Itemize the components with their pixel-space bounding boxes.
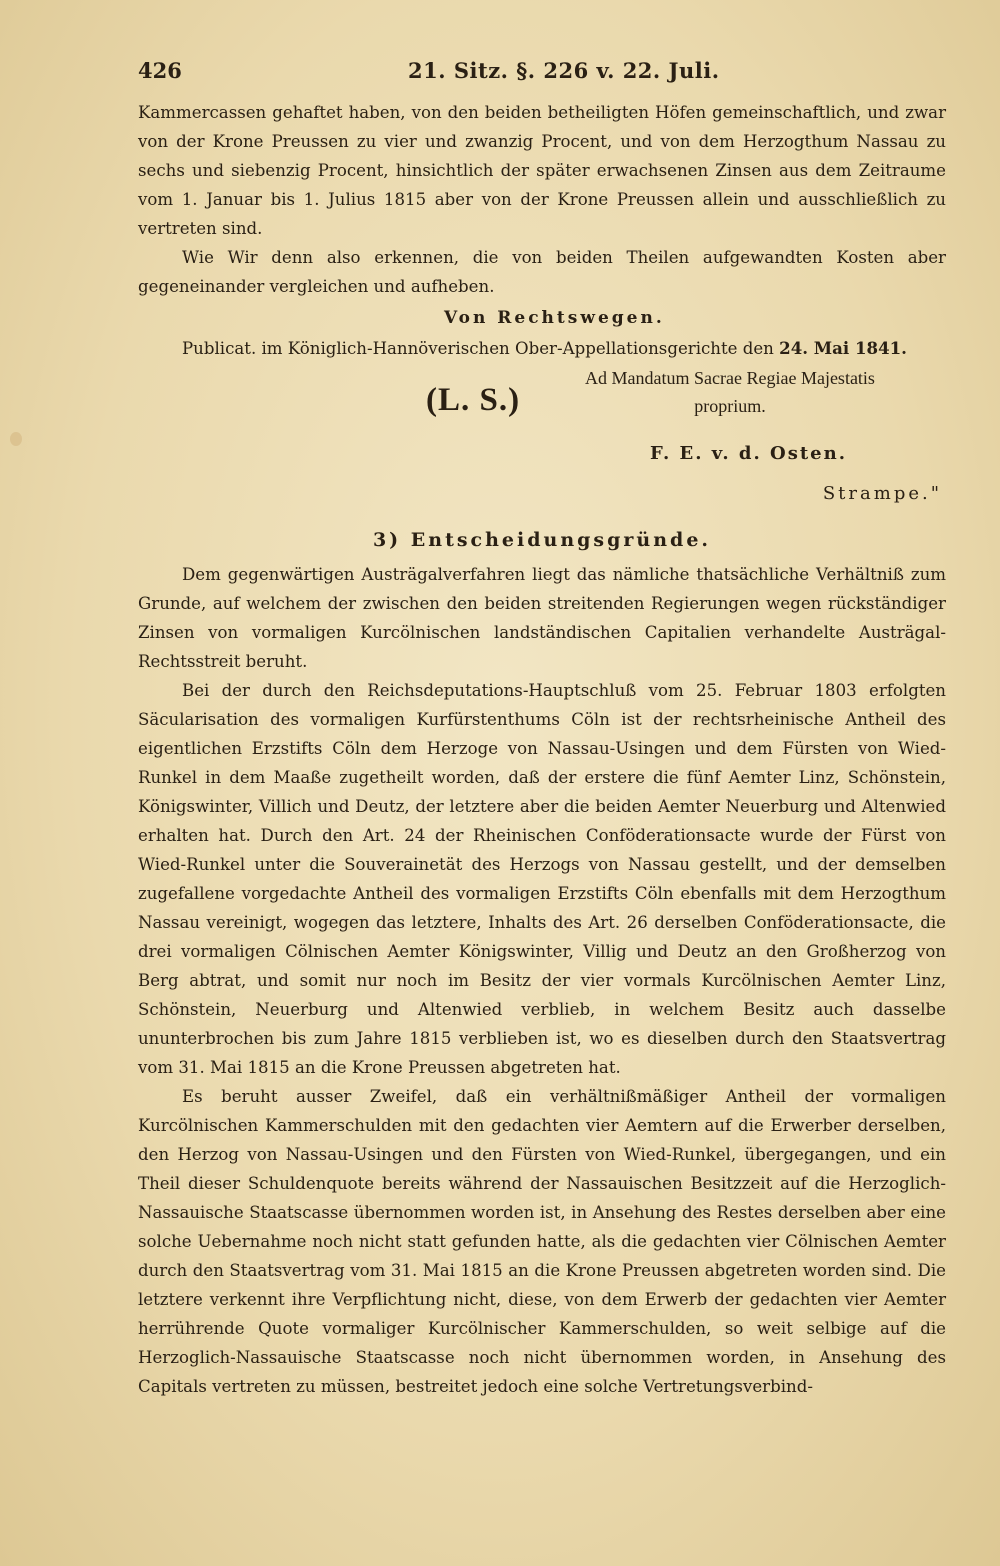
signature-strampe: Strampe."	[822, 483, 942, 504]
section-heading: 3) Entscheidungsgründe.	[372, 529, 712, 551]
paragraph-1: Dem gegenwärtigen Austrägalverfahren liegt das nämliche thatsächliche Verhältniß zum Grunde, auf welchem der zwischen den beiden streitenden Regierungen wegen rückständiger Zinsen von vormaligen Kurcölnischen landständischen Capitalien verhandelte Austrägal-Rechtsstreit beruht.	[138, 565, 946, 671]
paper-stain	[10, 432, 22, 446]
mandatum-line-1: Ad Mandatum Sacrae Regiae Majestatis	[585, 368, 875, 388]
paragraph-3: Es beruht ausser Zweifel, daß ein verhältnißmäßiger Antheil der vormaligen Kurcölnischen Kammerschulden mit den gedachten vier Aemtern auf die Erwerber derselben, den Herzog von Nassau-Usingen und den Fürsten von Wied-Runkel, übergegangen, und ein Theil dieser Schuldenquote bereits während der Nassauischen Besitzzeit auf die Herzoglich-Nassauische Staatscasse übernommen worden ist, in Ansehung des Restes derselben aber eine solche Uebernahme noch nicht statt gefunden hatte, als die gedachten vier Cölnischen Aemter durch den Staatsvertrag vom 31. Mai 1815 an die Krone Preussen abgetreten worden sind. Die letztere verkennt ihre Verpflichtung nicht, diese, von dem Erwerb der gedachten vier Aemter herrührende Quote vormaliger Kurcölnischer Kammerschulden, so weit selbige auf die Herzoglich-Nassauische Staatscasse noch nicht übernommen worden, in Ansehung des Capitals vertreten zu müssen, bestreitet jedoch eine solche Vertretungsverbind-	[138, 1087, 946, 1396]
paragraph-2: Bei der durch den Reichsdeputations-Hauptschluß vom 25. Februar 1803 erfolgten Säcularisation des vormaligen Kurfürstenthums Cöln ist der rechtsrheinische Antheil des eigentlichen Erzstifts Cöln dem Herzoge von Nassau-Usingen und dem Fürsten von Wied-Runkel in dem Maaße zugetheilt worden, daß der erstere die fünf Aemter Linz, Schönstein, Königswinter, Villich und Deutz, der letztere aber die beiden Aemter Neuerburg und Altenwied erhalten hat. Durch den Art. 24 der Rheinischen Conföderationsacte wurde der Fürst von Wied-Runkel unter die Souverainetät des Herzogs von Nassau gestellt, und der demselben zugefallene vorgedachte Antheil des vormaligen Erzstifts Cöln ebenfalls mit dem Herzogthum Nassau vereinigt, wogegen das letztere, Inhalts des Art. 26 derselben Conföderationsacte, die drei vormaligen Cölnischen Aemter Königswinter, Villig und Deutz an den Großherzog von Berg abtrat, und somit nur noch im Besitz der vier vormals Kurcölnischen Aemter Linz, Schönstein, Neuerburg und Altenwied verblieb, in welchem Besitz auch dasselbe ununterbrochen bis zum Jahre 1815 verblieben ist, wo es dieselben durch den Staatsvertrag vom 31. Mai 1815 an die Krone Preussen abgetreten hat.	[138, 681, 946, 1077]
mandate-and-seal	[138, 364, 946, 426]
mandatum	[540, 364, 920, 420]
page-header	[138, 58, 946, 98]
page	[138, 58, 946, 1401]
publication-line	[138, 333, 946, 364]
mandatum-line-2: proprium.	[694, 396, 766, 416]
paragraph-continuation: Kammercassen gehaftet haben, von den beiden betheiligten Höfen gemeinschaftlich, und zwar von der Krone Preussen zu vier und zwanzig Procent, und von dem Herzogthum Nassau zu sechs und siebenzig Procent, hinsichtlich der später erwachsenen Zinsen aus dem Zeitraume vom 1. Januar bis 1. Julius 1815 aber von der Krone Preussen allein und ausschließlich zu vertreten sind.	[138, 103, 946, 238]
publication-text: Publicat. im Königlich-Hannöverischen Ober-Appellationsgerichte den	[182, 339, 774, 358]
verdict-line: Von Rechtswegen.	[444, 308, 665, 328]
paragraph-costs: Wie Wir denn also erkennen, die von beiden Theilen aufgewandten Kosten aber gegeneinander vergleichen und aufheben.	[138, 248, 946, 296]
signature-osten: F. E. v. d. Osten.	[650, 443, 847, 464]
publication-date: 24. Mai 1841.	[779, 338, 907, 358]
page-number: 426	[138, 58, 182, 83]
seal-mark: (L. S.)	[426, 382, 521, 418]
running-head: 21. Sitz. §. 226 v. 22. Juli.	[408, 58, 720, 83]
